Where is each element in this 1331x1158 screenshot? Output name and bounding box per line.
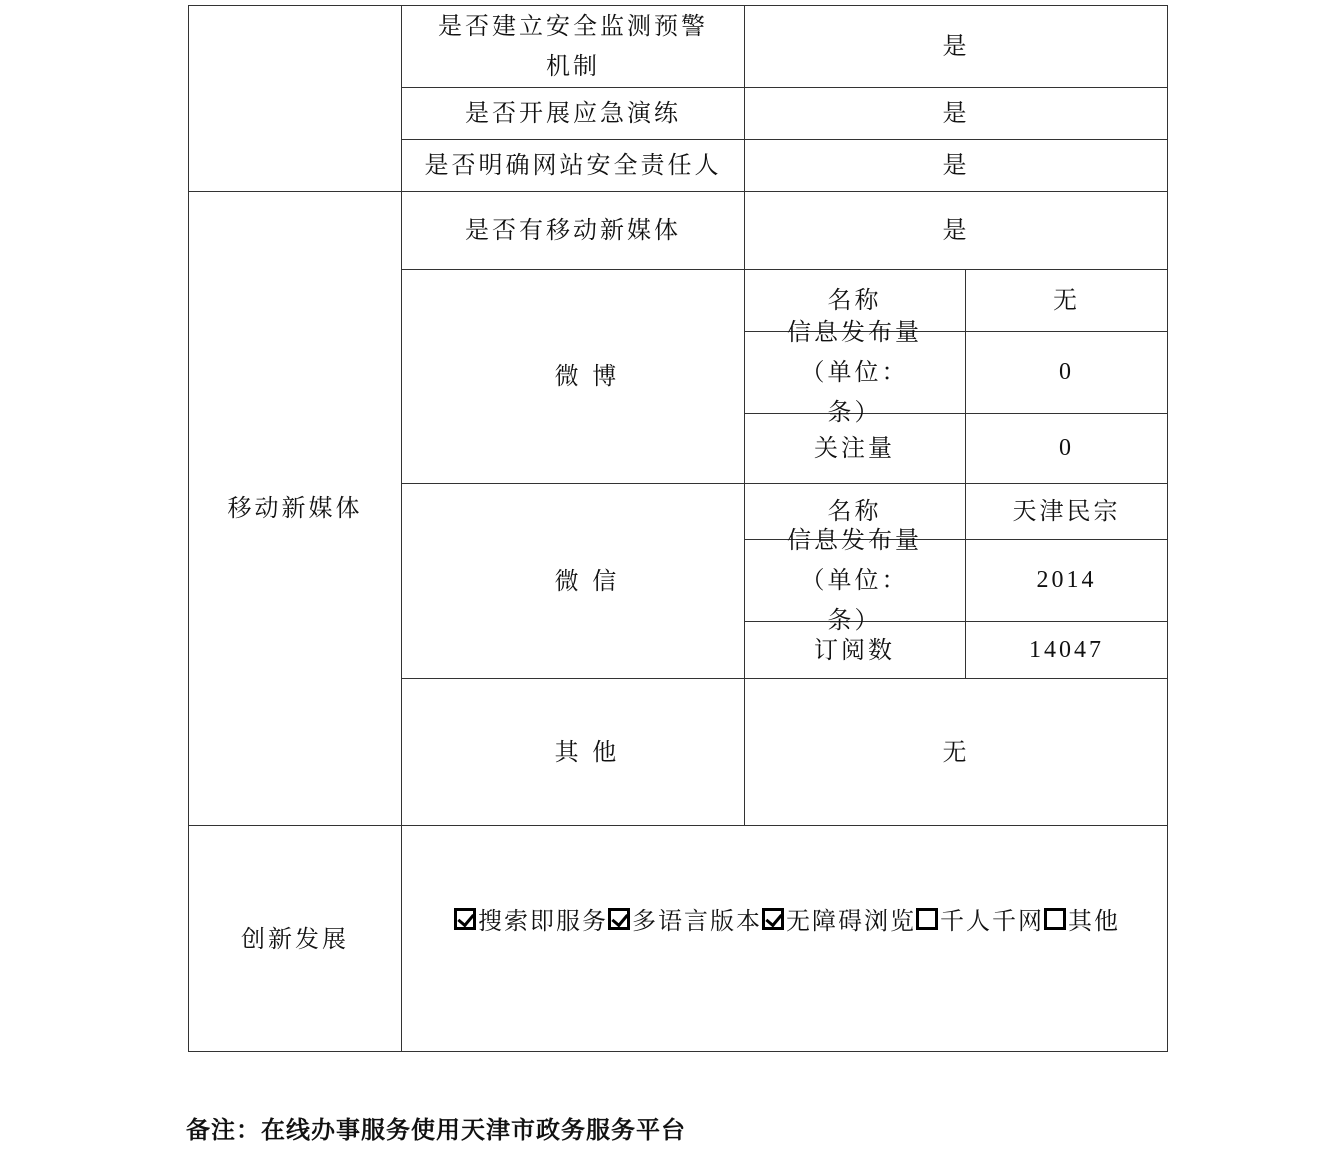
drill-answer: 是 (942, 99, 970, 127)
mobile-section-label: 移动新媒体 (227, 494, 363, 522)
weibo-follow-label: 关注量 (814, 434, 895, 462)
multilingual-checkbox[interactable] (608, 908, 630, 930)
other-label: 其 他 (554, 737, 620, 766)
wechat-subs-label: 订阅数 (814, 635, 895, 664)
multilingual-label: 多语言版本 (632, 907, 762, 935)
wechat-subs-value: 14047 (1029, 636, 1104, 663)
footnote: 备注：在线办事服务使用天津市政务服务平台 (186, 1116, 686, 1144)
other-option-checkbox[interactable] (1044, 908, 1066, 930)
weibo-follow-value: 0 (1059, 435, 1074, 461)
monitoring-question: 是否建立安全监测预警机制 (438, 12, 708, 80)
report-table (188, 5, 1168, 1052)
weibo-label: 微 博 (554, 362, 620, 390)
wechat-name-value: 天津民宗 (1012, 497, 1121, 525)
search-service-checkbox[interactable] (454, 908, 476, 930)
other-option-label: 其他 (1068, 907, 1120, 935)
wechat-posts-value: 2014 (1036, 567, 1097, 593)
owner-answer: 是 (942, 151, 970, 179)
other-value: 无 (942, 737, 970, 766)
mobile-answer: 是 (942, 216, 970, 244)
accessibility-label: 无障碍浏览 (786, 907, 916, 935)
weibo-posts-label: 信息发布量（单位：条） (787, 318, 922, 426)
owner-question: 是否明确网站安全责任人 (424, 151, 722, 179)
monitoring-answer: 是 (942, 32, 970, 60)
wechat-posts-label: 信息发布量（单位：条） (787, 526, 922, 634)
wechat-name-label: 名称 (827, 497, 882, 525)
drill-question: 是否开展应急演练 (465, 99, 681, 127)
innovation-options (454, 901, 1120, 936)
mobile-question: 是否有移动新媒体 (465, 216, 681, 244)
personalized-checkbox[interactable] (916, 908, 938, 930)
innovation-section-label: 创新发展 (241, 924, 349, 953)
search-service-label: 搜索即服务 (478, 907, 608, 935)
weibo-name-value: 无 (1053, 286, 1080, 314)
accessibility-checkbox[interactable] (762, 908, 784, 930)
weibo-name-label: 名称 (827, 286, 882, 314)
personalized-label: 千人千网 (940, 907, 1044, 935)
wechat-label: 微 信 (554, 566, 620, 595)
weibo-posts-value: 0 (1059, 359, 1074, 385)
